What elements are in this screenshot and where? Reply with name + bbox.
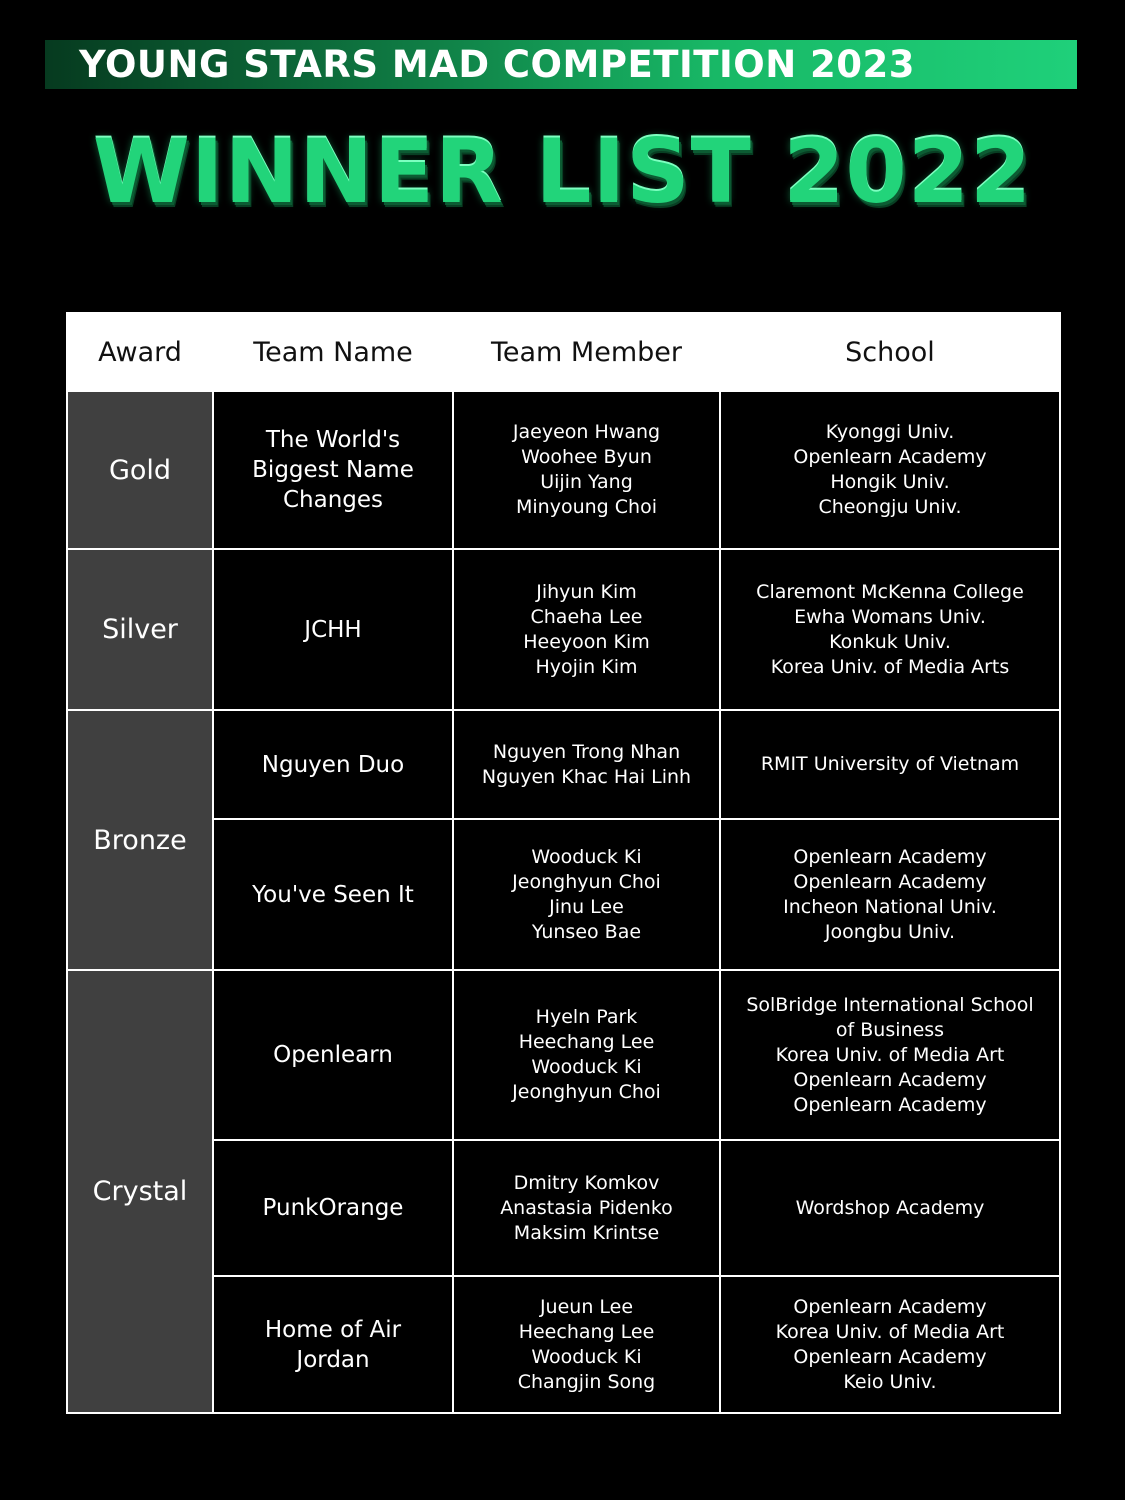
team-member-line: Nguyen Khac Hai Linh (481, 765, 692, 788)
team-name-line: JCHH (304, 616, 362, 643)
team-members-cell (453, 1276, 720, 1413)
school-line: Joongbu Univ. (824, 920, 956, 943)
team-name-line: You've Seen It (252, 881, 414, 908)
school-line: of Business (835, 1018, 945, 1041)
school-cell (720, 391, 1060, 549)
team-member-line: Wooduck Ki (531, 1345, 642, 1368)
school-line: Wordshop Academy (795, 1196, 985, 1219)
table-row (67, 710, 1060, 819)
team-name-line: Biggest Name (252, 457, 414, 483)
team-member-line: Jueun Lee (539, 1295, 634, 1318)
team-name-cell (213, 1276, 453, 1413)
title-banner (45, 40, 1077, 89)
team-member-line: Nguyen Trong Nhan (492, 740, 681, 763)
team-name-cell (213, 710, 453, 819)
table-row (67, 1276, 1060, 1413)
team-member-line: Woohee Byun (521, 446, 652, 468)
award-crystal: Crystal (67, 970, 213, 1413)
team-name-cell (213, 549, 453, 710)
team-members-cell (453, 710, 720, 819)
team-name-cell (213, 391, 453, 549)
school-line: Korea Univ. of Media Art (775, 1043, 1005, 1066)
school-line: Openlearn Academy (793, 870, 987, 893)
header-award: Award (67, 313, 213, 391)
team-name-line: Jordan (296, 1346, 370, 1373)
team-members-cell (453, 819, 720, 970)
school-line: Konkuk Univ. (829, 630, 951, 653)
school-line: Incheon National Univ. (783, 895, 997, 918)
school-cell (720, 819, 1060, 970)
school-line: Openlearn Academy (793, 1345, 987, 1368)
team-name-line: PunkOrange (262, 1195, 404, 1221)
award-gold: Gold (67, 391, 213, 549)
table-row (67, 1140, 1060, 1276)
winner-list-heading: WINNER LIST 2022 (92, 120, 1033, 223)
school-cell (720, 710, 1060, 819)
header-team-member: Team Member (453, 313, 720, 391)
team-member-line: Yunseo Bae (531, 920, 642, 943)
school-line: Openlearn Academy (793, 1068, 987, 1091)
team-member-line: Dmitry Komkov (513, 1171, 660, 1194)
team-member-line: Anastasia Pidenko (500, 1196, 673, 1219)
team-member-line: Heechang Lee (518, 1031, 655, 1053)
team-name-line: Openlearn (273, 1042, 393, 1068)
school-line: Openlearn Academy (793, 1295, 987, 1318)
school-line: Openlearn Academy (793, 845, 987, 868)
school-line: Openlearn Academy (793, 1093, 987, 1116)
school-cell (720, 970, 1060, 1140)
team-member-line: Hyojin Kim (535, 655, 638, 678)
team-member-line: Minyoung Choi (516, 496, 657, 518)
table-row (67, 970, 1060, 1140)
team-name-cell (213, 970, 453, 1140)
table-row (67, 819, 1060, 970)
team-member-line: Uijin Yang (540, 471, 633, 493)
team-members-cell (453, 549, 720, 710)
school-line: SolBridge International School (746, 993, 1034, 1016)
award-silver: Silver (67, 549, 213, 710)
team-member-line: Jeonghyun Choi (512, 1081, 661, 1103)
team-name-cell (213, 819, 453, 970)
winners-table (66, 312, 1061, 1414)
team-members-cell (453, 970, 720, 1140)
school-cell (720, 1276, 1060, 1413)
team-member-line: Jeonghyun Choi (512, 870, 661, 893)
school-line: Korea Univ. of Media Art (775, 1320, 1005, 1343)
team-members-cell (453, 391, 720, 549)
team-name-line: The World's (265, 427, 401, 453)
school-line: Cheongju Univ. (818, 496, 962, 518)
school-line: Claremont McKenna College (756, 580, 1024, 603)
team-member-line: Changjin Song (517, 1370, 656, 1393)
header-school: School (720, 313, 1060, 391)
team-member-line: Wooduck Ki (531, 845, 642, 868)
team-name-line: Home of Air (264, 1316, 402, 1343)
team-member-line: Maksim Krintse (513, 1221, 660, 1244)
school-line: Keio Univ. (843, 1370, 937, 1393)
banner-title: YOUNG STARS MAD COMPETITION 2023 (79, 43, 916, 86)
team-name-cell (213, 1140, 453, 1276)
school-line: RMIT University of Vietnam (760, 753, 1020, 775)
team-name-line: Changes (282, 487, 384, 513)
table-row (67, 391, 1060, 549)
school-line: Kyonggi Univ. (825, 421, 955, 443)
team-member-line: Chaeha Lee (530, 605, 643, 628)
team-members-cell (453, 1140, 720, 1276)
table-row (67, 549, 1060, 710)
team-member-line: Jinu Lee (549, 895, 624, 918)
table-header-row (67, 313, 1060, 391)
team-name-line: Nguyen Duo (261, 751, 405, 778)
school-line: Korea Univ. of Media Arts (770, 655, 1010, 678)
team-member-line: Jihyun Kim (536, 580, 637, 603)
team-member-line: Jaeyeon Hwang (512, 421, 661, 443)
team-member-line: Heechang Lee (518, 1320, 655, 1343)
team-member-line: Heeyoon Kim (523, 630, 650, 653)
award-bronze: Bronze (67, 710, 213, 970)
school-line: Hongik Univ. (830, 471, 950, 493)
school-line: Openlearn Academy (793, 446, 987, 468)
table-body (67, 391, 1060, 1413)
school-cell (720, 549, 1060, 710)
header-team-name: Team Name (213, 313, 453, 391)
school-line: Ewha Womans Univ. (794, 605, 986, 628)
school-cell (720, 1140, 1060, 1276)
team-member-line: Hyeln Park (535, 1006, 638, 1028)
team-member-line: Wooduck Ki (531, 1056, 642, 1078)
